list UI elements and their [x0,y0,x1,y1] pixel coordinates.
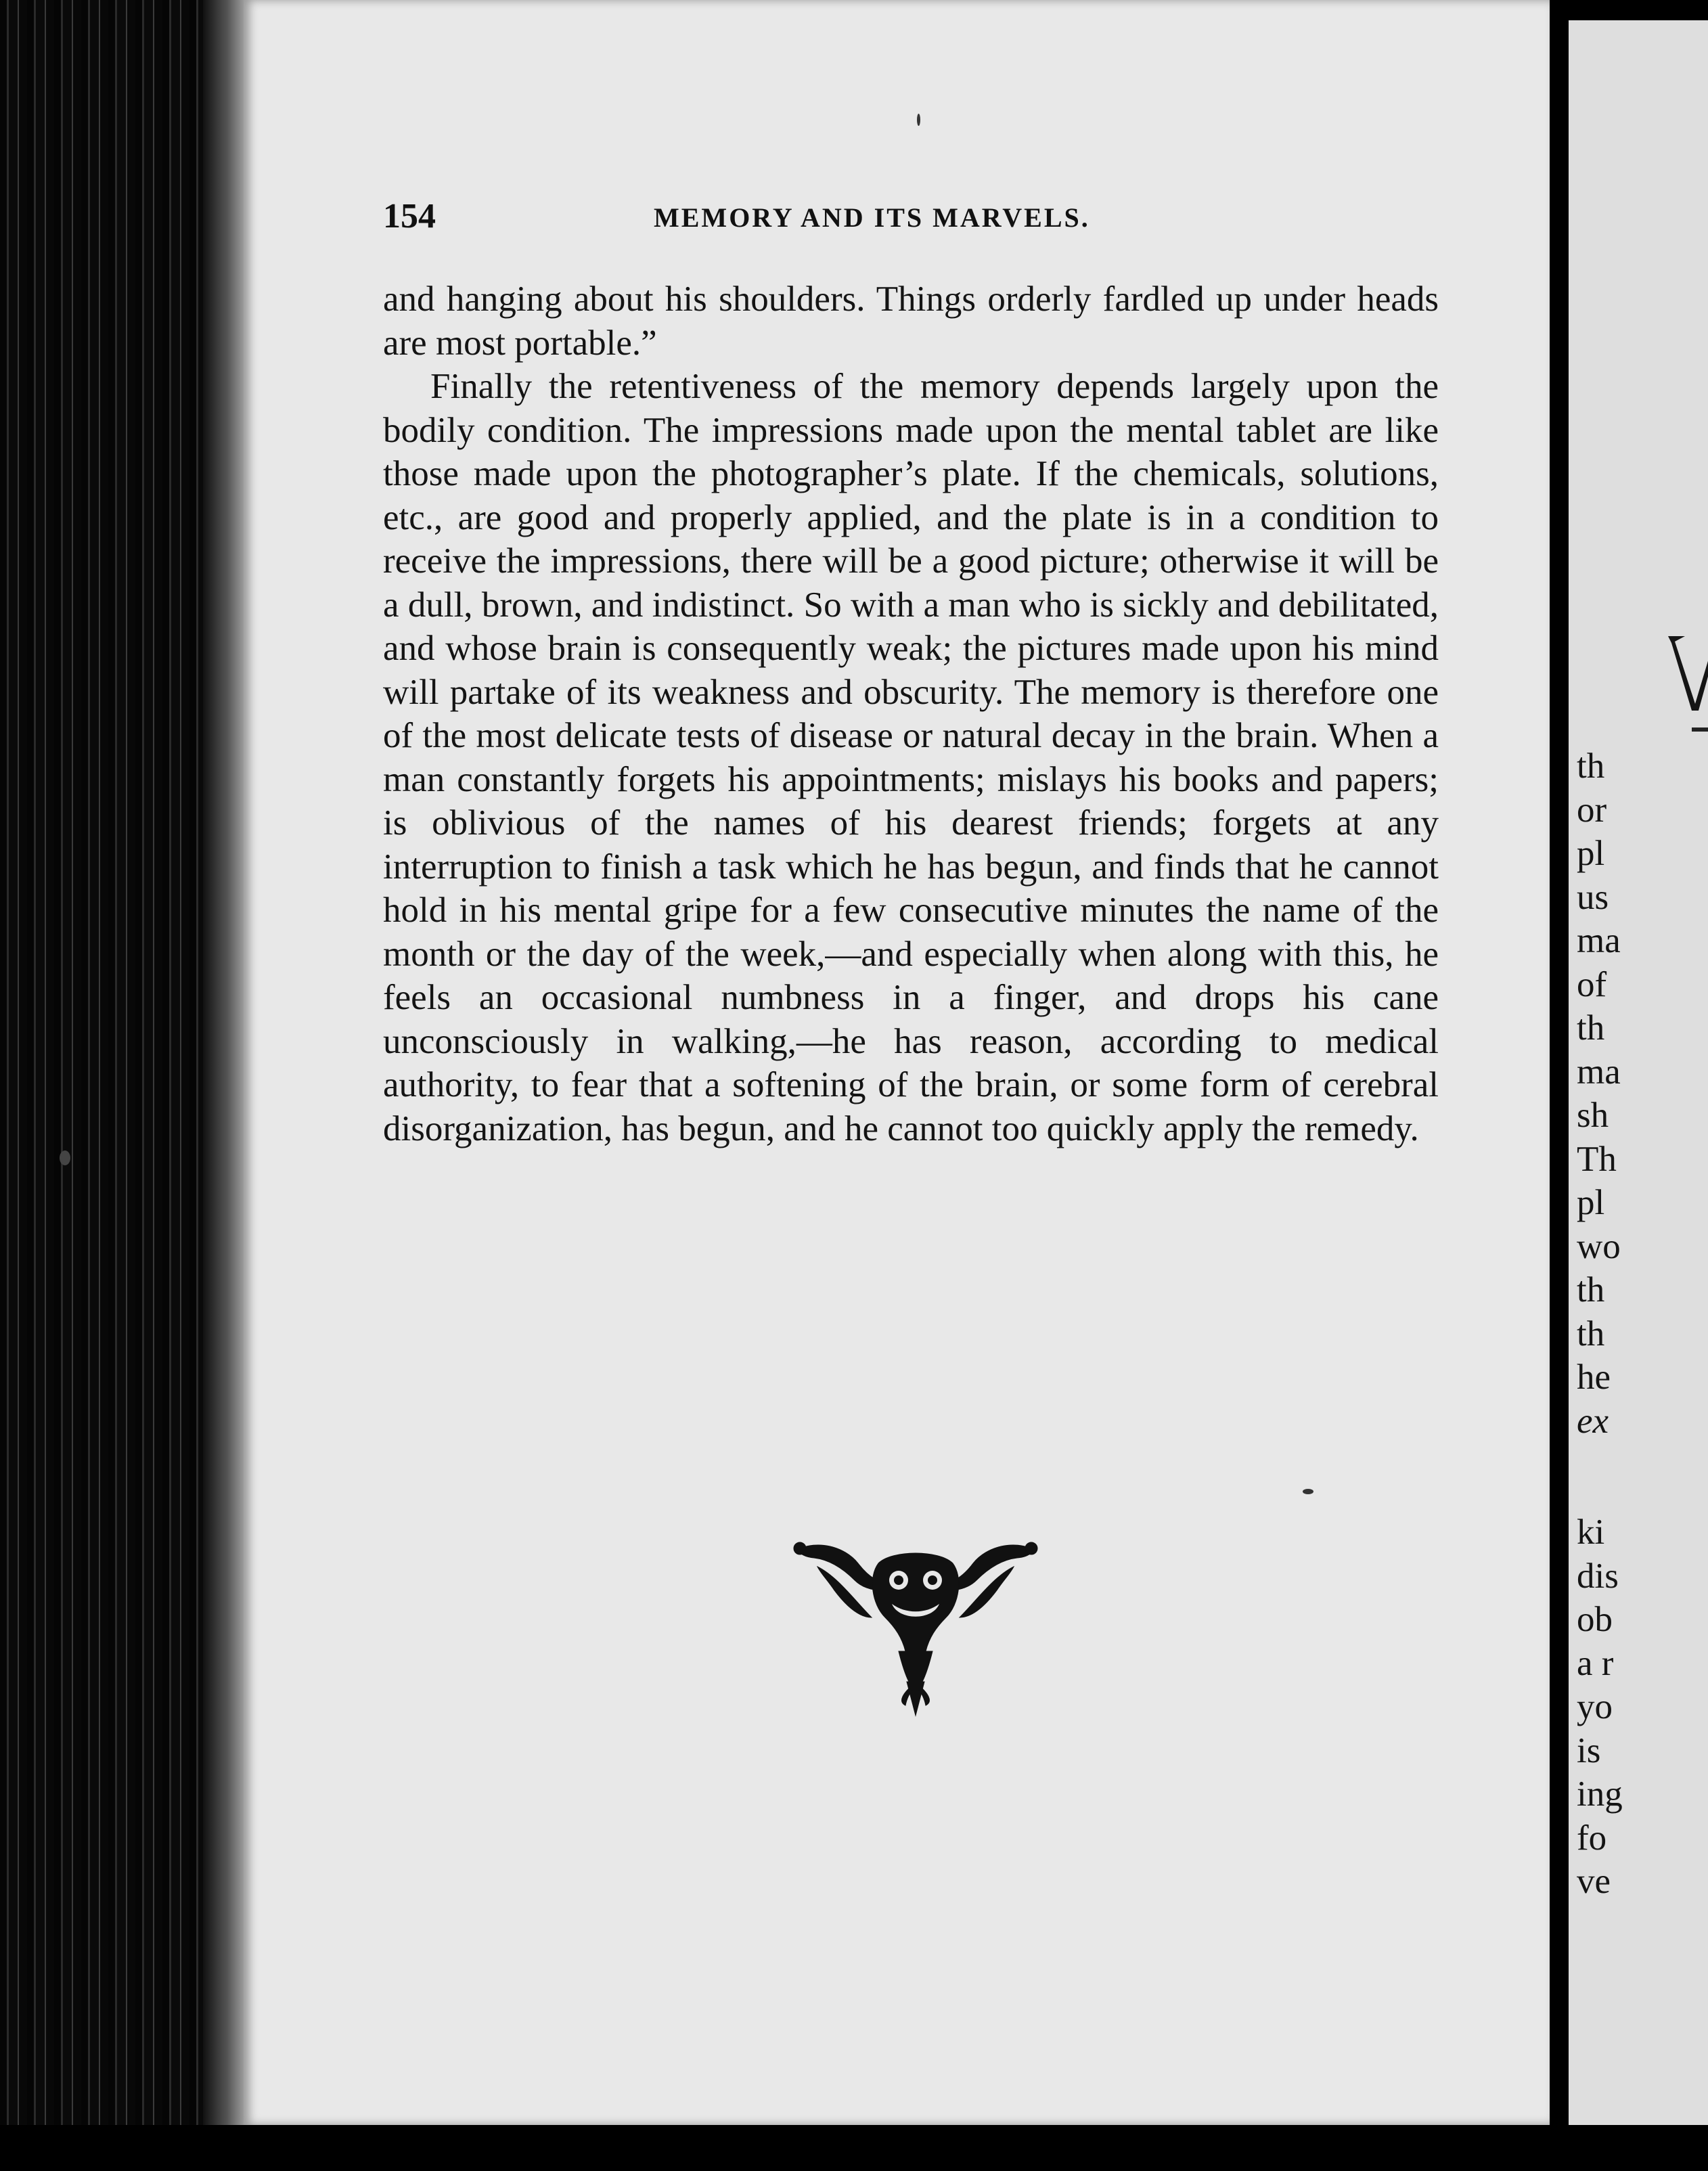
facing-paragraph-gap [1577,1443,1708,1510]
facing-line: yo [1577,1687,1613,1726]
page-number: 154 [383,197,436,236]
facing-line: pl [1577,1183,1605,1222]
facing-line: th [1577,1008,1605,1048]
facing-line: ma [1577,1052,1621,1092]
facing-line: ex [1577,1401,1609,1441]
facing-line: ve [1577,1862,1611,1901]
facing-page-text [1577,744,1708,1904]
running-head-title: MEMORY AND ITS MARVELS. [654,202,1090,233]
facing-line: sh [1577,1096,1609,1135]
facing-line: th [1577,1314,1605,1353]
facing-line: a r [1577,1643,1614,1683]
facing-line: dis [1577,1556,1619,1596]
facing-line: is [1577,1730,1601,1770]
facing-line: ob [1577,1600,1613,1639]
book-binding-edge [0,0,244,2171]
facing-line: th [1577,1270,1605,1310]
facing-line: ki [1577,1513,1605,1552]
facing-line: us [1577,877,1609,917]
scan-speck [60,1150,70,1165]
facing-line: he [1577,1358,1611,1397]
facing-page-drop-initial-fragment [1668,629,1708,711]
scan-speck [1303,1489,1313,1494]
binding-shadow [203,0,244,2171]
page-gutter [1550,0,1569,2171]
paragraph: Finally the retentiveness of the memory depends largely upon the bodily condition. The impressions made upon the mental tablet are like those made upon the photographer’s plate. If the chemicals, solutions, etc., are good and properly applied, and the plate is in a condition to receive the impressions, there will be a good picture; otherwise it will be a dull, brown, and indistinct. So with a man who is sickly and debilitated, and whose brain is consequently weak; the pictures made upon his mind will partake of its weakness and obscurity. The memory is therefore one of the most delicate tests of disease or natural decay in the brain. When a man constantly forgets his appointments; mislays his books and papers; is oblivious of the names of his dearest friends; forgets at any interruption to finish a task which he has begun, and finds that he cannot hold in his mental gripe for a few consecutive minutes the name of the month or the day of the week,—and especially when along with this, he feels an occasional numbness in a finger, and drops his cane unconsciously in walking,—he has reason, according to medical authority, to fear that a softening of the brain, or some form of cerebral disorganization, has begun, and he cannot too quickly apply the remedy. [383,367,1439,1148]
paragraph: and hanging about his shoulders. Things orderly fardled up under heads are most portable.” [383,279,1439,363]
facing-line: wo [1577,1226,1621,1266]
facing-page-mark [1692,728,1708,732]
facing-line: fo [1577,1818,1607,1858]
facing-line: ma [1577,921,1621,960]
facing-line: Th [1577,1139,1617,1179]
facing-line: ing [1577,1774,1623,1814]
facing-line: th [1577,746,1605,786]
facing-line: or [1577,790,1607,830]
bottom-edge [0,2125,1708,2171]
floral-tailpiece-ornament-icon [790,1536,1041,1719]
facing-line: pl [1577,834,1605,873]
facing-line: of [1577,964,1607,1004]
scan-speck [917,114,920,126]
running-head [383,196,1439,244]
body-text [383,277,1439,1150]
